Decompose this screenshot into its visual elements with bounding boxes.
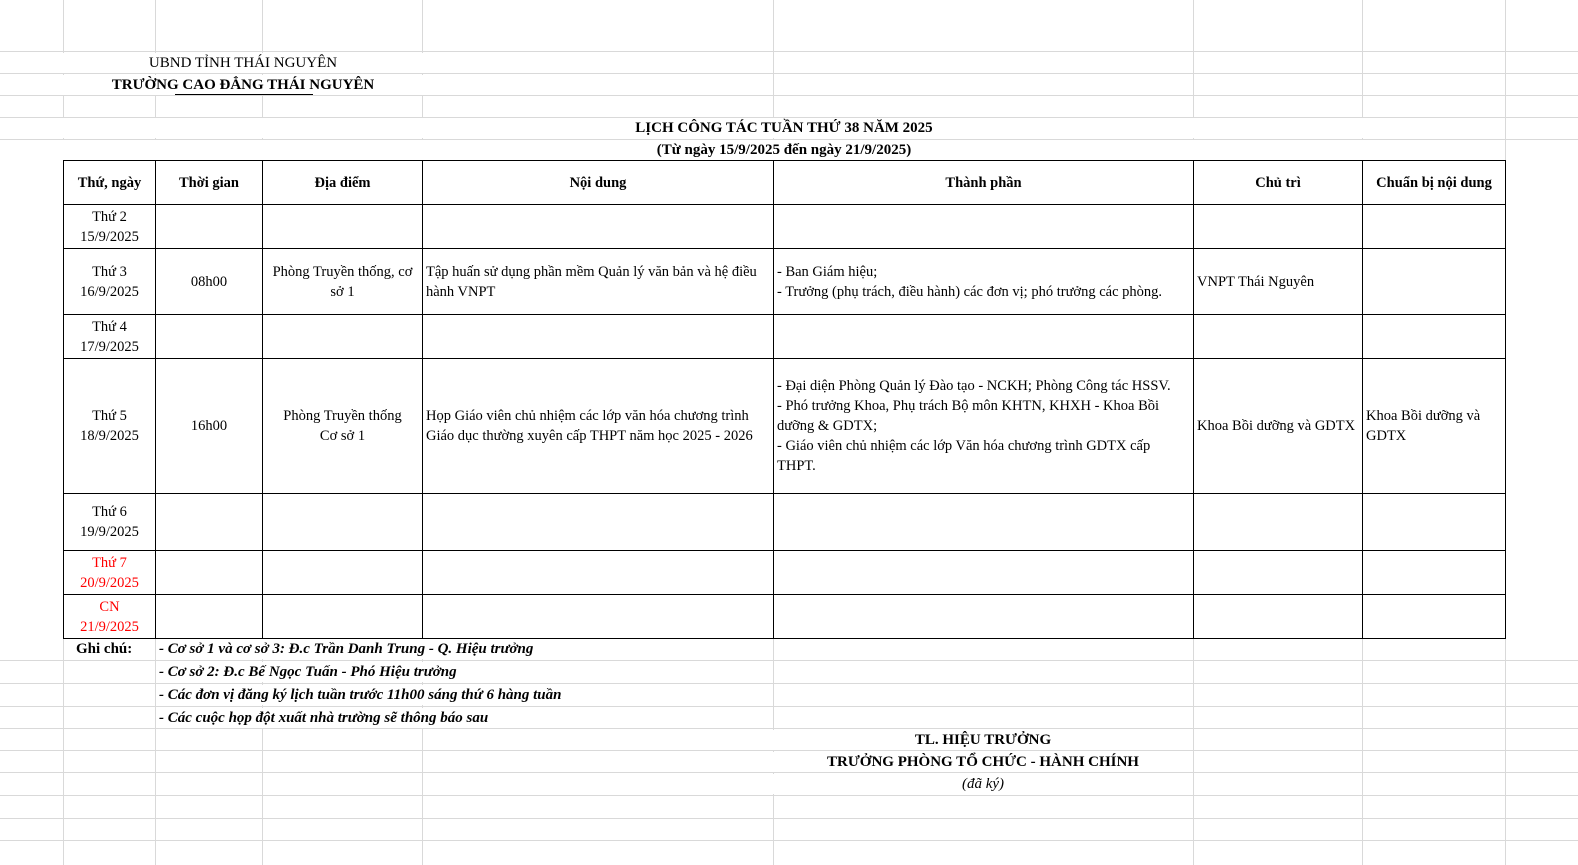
schedule-table [63, 160, 1506, 639]
place-cell [263, 551, 423, 595]
day-date: 18/9/2025 [80, 428, 139, 444]
signature-title: TL. HIỆU TRƯỞNG [773, 730, 1193, 750]
table-row [64, 494, 1506, 551]
org-parent-name: UBND TỈNH THÁI NGUYÊN [63, 53, 423, 73]
column-header-content: Nội dung [423, 161, 774, 205]
signature-position: TRƯỞNG PHÒNG TỔ CHỨC - HÀNH CHÍNH [773, 752, 1193, 772]
column-header-time: Thời gian [156, 161, 263, 205]
content-cell [423, 551, 774, 595]
host-cell: VNPT Thái Nguyên [1194, 249, 1363, 315]
day-date: 19/9/2025 [80, 524, 139, 540]
place-cell: Phòng Truyền thống Cơ sở 1 [263, 359, 423, 494]
host-cell [1194, 551, 1363, 595]
host-cell [1194, 595, 1363, 639]
day-cell [64, 205, 156, 249]
day-date: 21/9/2025 [80, 618, 139, 635]
place-cell: Phòng Truyền thống, cơ sở 1 [263, 249, 423, 315]
table-row [64, 359, 1506, 494]
schedule-date-range: (Từ ngày 15/9/2025 đến ngày 21/9/2025) [63, 140, 1505, 160]
participants-cell [774, 315, 1194, 359]
table-row [64, 205, 1506, 249]
org-name-underline [175, 94, 313, 95]
host-cell: Khoa Bồi dưỡng và GDTX [1194, 359, 1363, 494]
prep-cell: Khoa Bồi dưỡng và GDTX [1363, 359, 1506, 494]
participants-cell [774, 551, 1194, 595]
day-cell [64, 359, 156, 494]
day-name: Thứ 4 [92, 318, 127, 335]
content-cell [423, 315, 774, 359]
day-date: 17/9/2025 [80, 338, 139, 355]
prep-cell [1363, 551, 1506, 595]
participants-cell [774, 494, 1194, 551]
day-date: 15/9/2025 [80, 228, 139, 245]
time-cell: 16h00 [156, 359, 263, 494]
day-date: 20/9/2025 [80, 574, 139, 591]
notes-label: Ghi chú: [76, 641, 133, 657]
column-header-participants: Thành phần [774, 161, 1194, 205]
content-cell [423, 595, 774, 639]
day-cell [64, 249, 156, 315]
schedule-title: LỊCH CÔNG TÁC TUẦN THỨ 38 NĂM 2025 [63, 118, 1505, 138]
org-school-name: TRƯỜNG CAO ĐẲNG THÁI NGUYÊN [63, 75, 423, 95]
day-date: 16/9/2025 [80, 283, 139, 300]
time-cell [156, 551, 263, 595]
content-cell: Họp Giáo viên chủ nhiệm các lớp văn hóa chương trình Giáo dục thường xuyên cấp THPT năm học 2025 - 2026 [423, 359, 774, 494]
table-row [64, 551, 1506, 595]
place-cell [263, 315, 423, 359]
content-cell [423, 205, 774, 249]
day-name: Thứ 5 [92, 408, 127, 424]
place-cell [263, 205, 423, 249]
time-cell [156, 315, 263, 359]
day-name: Thứ 3 [92, 263, 127, 280]
day-name: Thứ 7 [92, 554, 127, 571]
day-cell [64, 494, 156, 551]
participants-cell: - Đại diện Phòng Quản lý Đào tạo - NCKH; Phòng Công tác HSSV. - Phó trưởng Khoa, Phụ trách Bộ môn KHTN, KHXH - Khoa Bồi dưỡng & GDTX; - Giáo viên chủ nhiệm các lớp Văn hóa chương trình GDTX cấp THPT. [774, 359, 1194, 494]
time-cell: 08h00 [156, 249, 263, 315]
note-item: - Các cuộc họp đột xuất nhà trường sẽ thông báo sau [159, 710, 489, 726]
day-name: Thứ 6 [92, 504, 127, 520]
day-cell [64, 551, 156, 595]
day-name: Thứ 2 [92, 208, 127, 225]
host-cell [1194, 205, 1363, 249]
participants-cell [774, 205, 1194, 249]
host-cell [1194, 315, 1363, 359]
column-header-prep: Chuẩn bị nội dung [1363, 161, 1506, 205]
column-header-place: Địa điểm [263, 161, 423, 205]
participants-cell: - Ban Giám hiệu; - Trưởng (phụ trách, điều hành) các đơn vị; phó trưởng các phòng. [774, 249, 1194, 315]
time-cell [156, 205, 263, 249]
day-cell [64, 315, 156, 359]
note-item: - Các đơn vị đăng ký lịch tuần trước 11h00 sáng thứ 6 hàng tuần [159, 687, 562, 703]
note-item: - Cơ sở 1 và cơ sở 3: Đ.c Trần Danh Trung - Q. Hiệu trưởng [159, 641, 534, 657]
day-name: CN [99, 598, 120, 615]
prep-cell [1363, 249, 1506, 315]
content-cell: Tập huấn sử dụng phần mềm Quản lý văn bản và hệ điều hành VNPT [423, 249, 774, 315]
participants-cell [774, 595, 1194, 639]
time-cell [156, 494, 263, 551]
day-cell [64, 595, 156, 639]
table-row [64, 249, 1506, 315]
table-row [64, 595, 1506, 639]
prep-cell [1363, 494, 1506, 551]
note-item: - Cơ sở 2: Đ.c Bế Ngọc Tuấn - Phó Hiệu trưởng [159, 664, 457, 680]
prep-cell [1363, 595, 1506, 639]
time-cell [156, 595, 263, 639]
place-cell [263, 494, 423, 551]
column-header-host: Chủ trì [1194, 161, 1363, 205]
table-header-row [64, 161, 1506, 205]
place-cell [263, 595, 423, 639]
signature-signed-note: (đã ký) [773, 774, 1193, 794]
prep-cell [1363, 315, 1506, 359]
content-cell [423, 494, 774, 551]
column-header-day: Thứ, ngày [64, 161, 156, 205]
table-row [64, 315, 1506, 359]
prep-cell [1363, 205, 1506, 249]
host-cell [1194, 494, 1363, 551]
